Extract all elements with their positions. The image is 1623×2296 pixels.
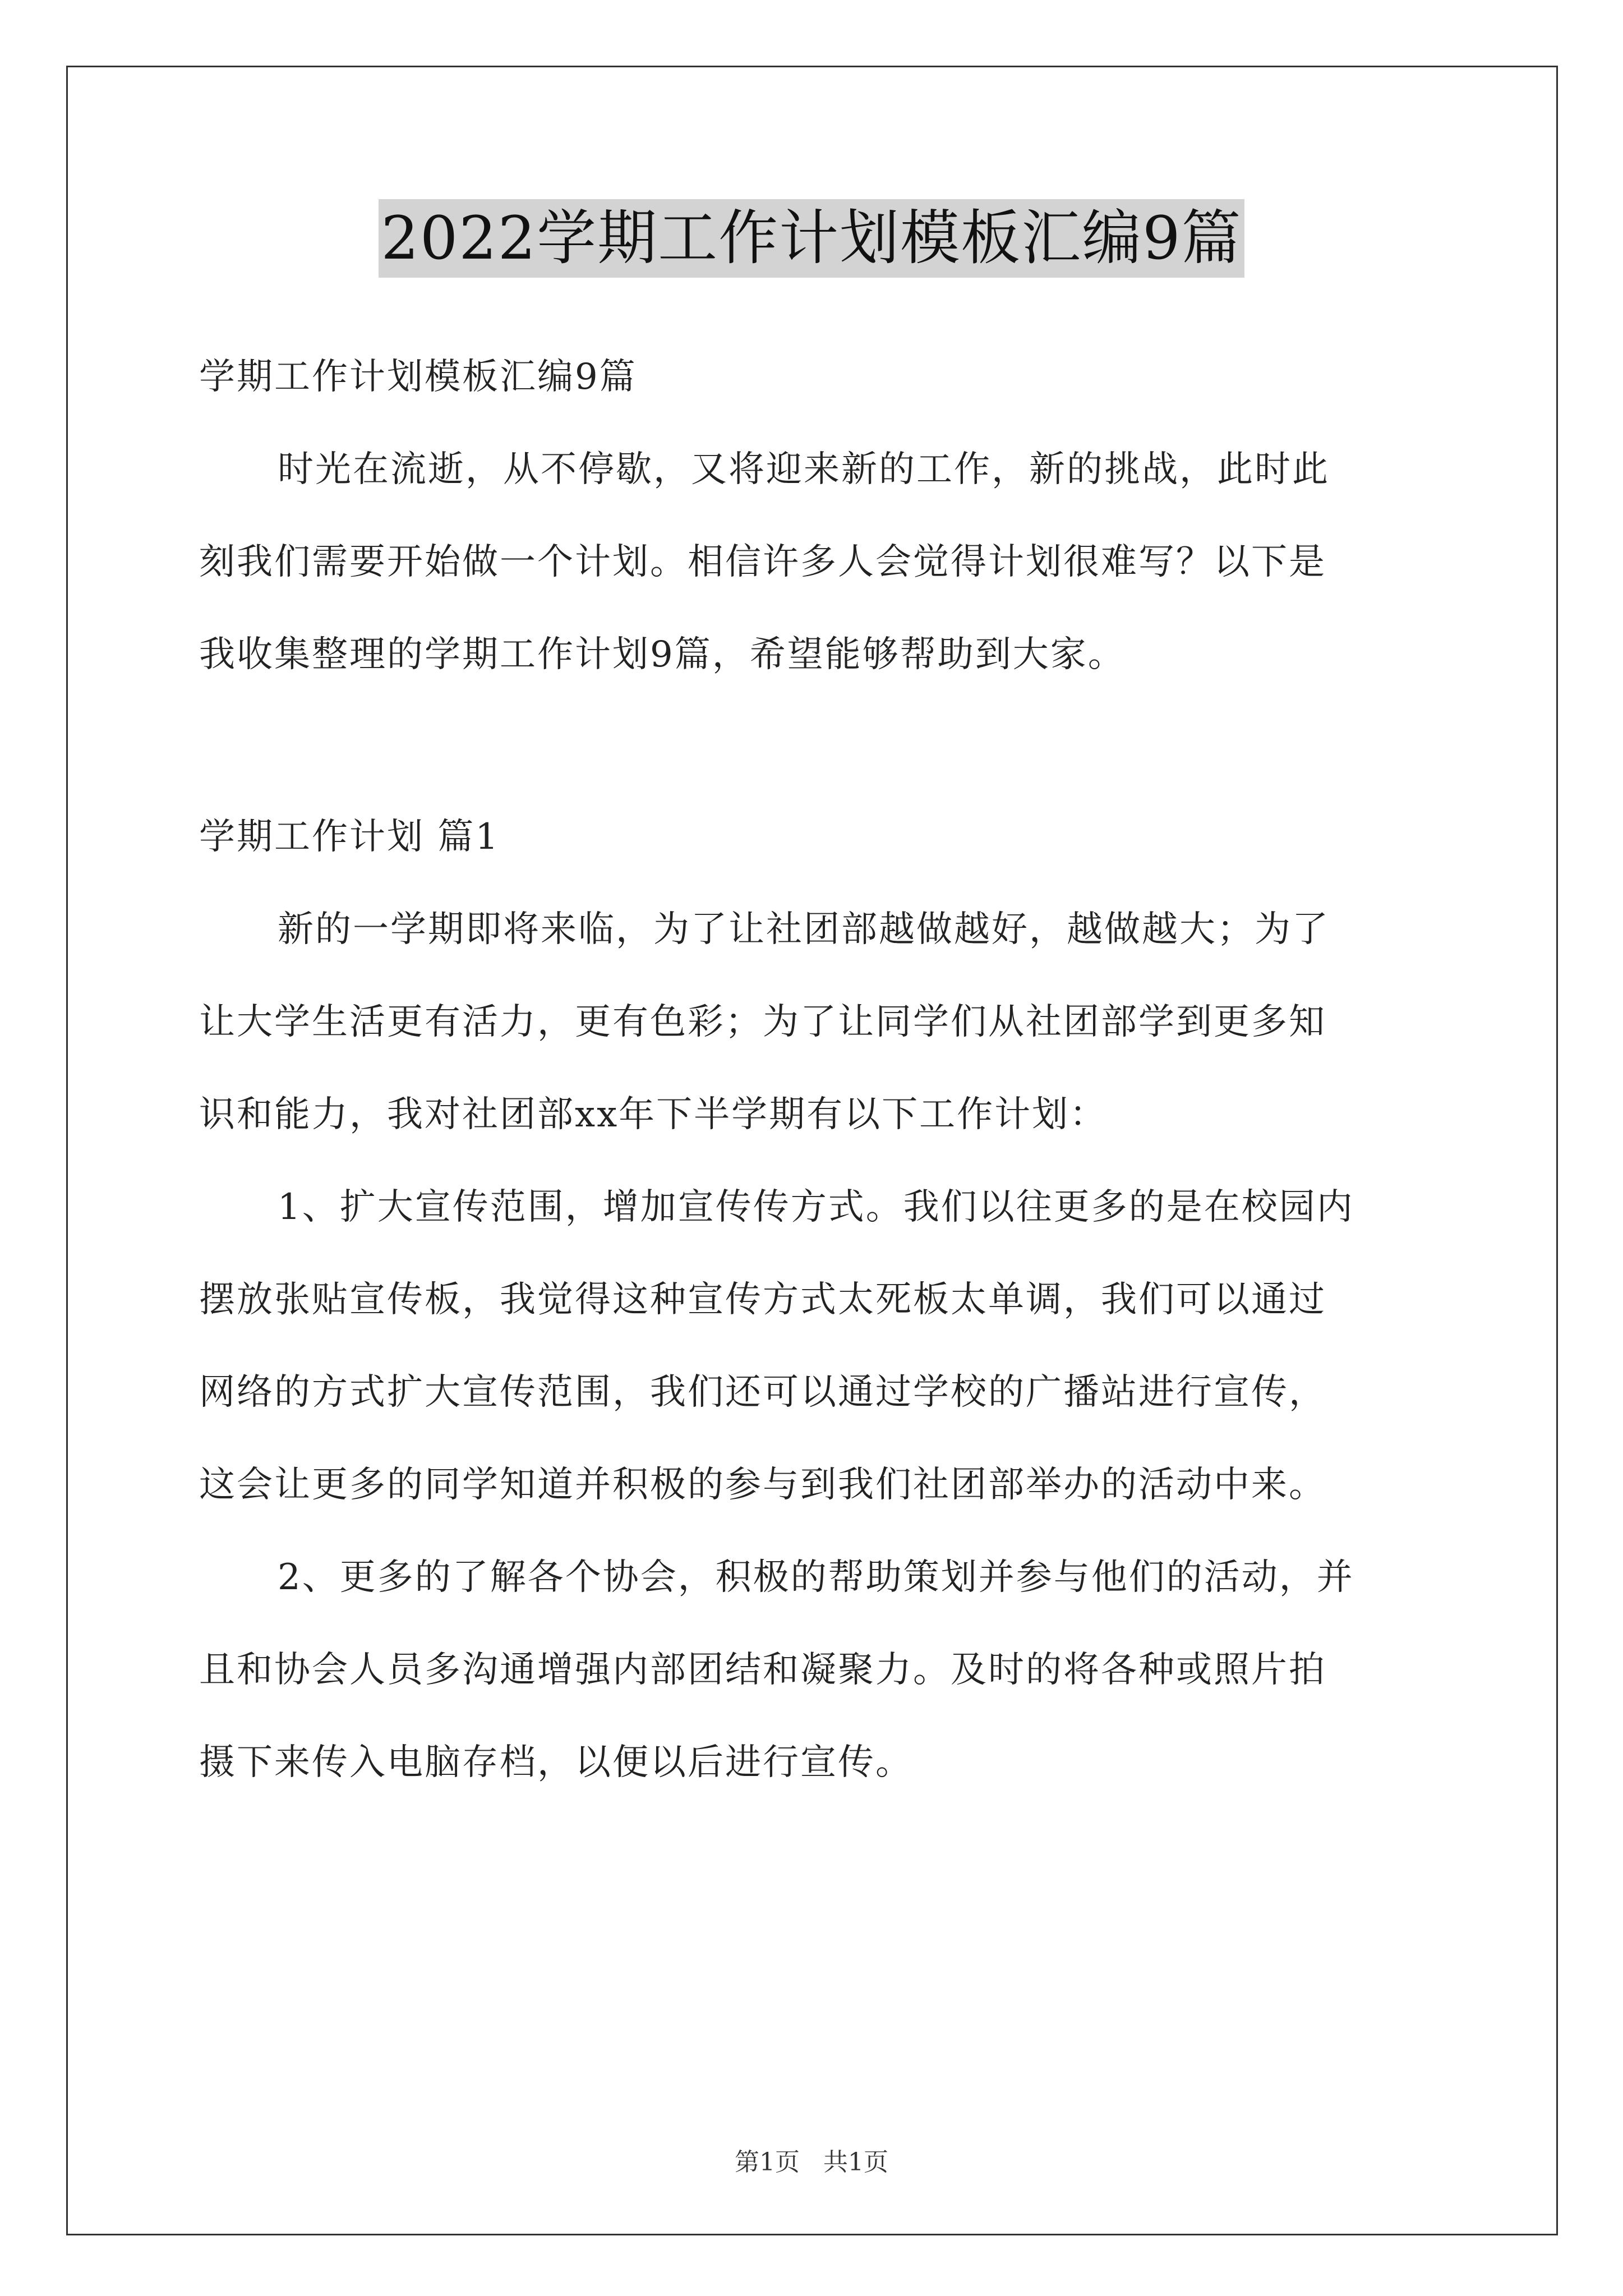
section-heading: 学期工作计划 篇1 [199,816,500,858]
document-title: 2022学期工作计划模板汇编9篇 [379,199,1244,278]
paragraph2-line-1: 1、扩大宣传范围，增加宣传传方式。我们以往更多的是在校园内 [278,1186,1354,1228]
intro-line-2: 刻我们需要开始做一个计划。相信许多人会觉得计划很难写？以下是 [199,541,1326,583]
intro-line-3: 我收集整理的学期工作计划9篇，希望能够帮助到大家。 [199,634,1126,675]
paragraph3-line-3: 摄下来传入电脑存档，以便以后进行宣传。 [199,1742,913,1783]
paragraph1-line-3: 识和能力，我对社团部xx年下半学期有以下工作计划： [199,1094,1108,1135]
document-body [199,331,1427,1809]
paragraph3-line-1: 2、更多的了解各个协会，积极的帮助策划并参与他们的活动，并 [278,1557,1354,1598]
section-spacer [199,701,1427,791]
paragraph2-line-2: 摆放张贴宣传板，我觉得这种宣传方式太死板太单调，我们可以通过 [199,1279,1326,1320]
paragraph2-line-3: 网络的方式扩大宣传范围，我们还可以通过学校的广播站进行宣传， [199,1372,1326,1413]
page-footer [0,2146,1623,2179]
title-container [0,199,1623,278]
document-subtitle: 学期工作计划模板汇编9篇 [199,356,637,398]
paragraph2-line-4: 这会让更多的同学知道并积极的参与到我们社团部举办的活动中来。 [199,1464,1326,1506]
intro-line-1: 时光在流逝，从不停歇，又将迎来新的工作，新的挑战，此时此 [278,449,1330,490]
page-total: 共1页 [823,2148,888,2177]
paragraph3-line-2: 且和协会人员多沟通增强内部团结和凝聚力。及时的将各种或照片拍 [199,1649,1326,1691]
page-number: 第1页 [735,2148,800,2177]
paragraph1-line-2: 让大学生活更有活力，更有色彩；为了让同学们从社团部学到更多知 [199,1001,1326,1043]
paragraph1-line-1: 新的一学期即将来临，为了让社团部越做越好，越做越大；为了 [278,909,1330,950]
